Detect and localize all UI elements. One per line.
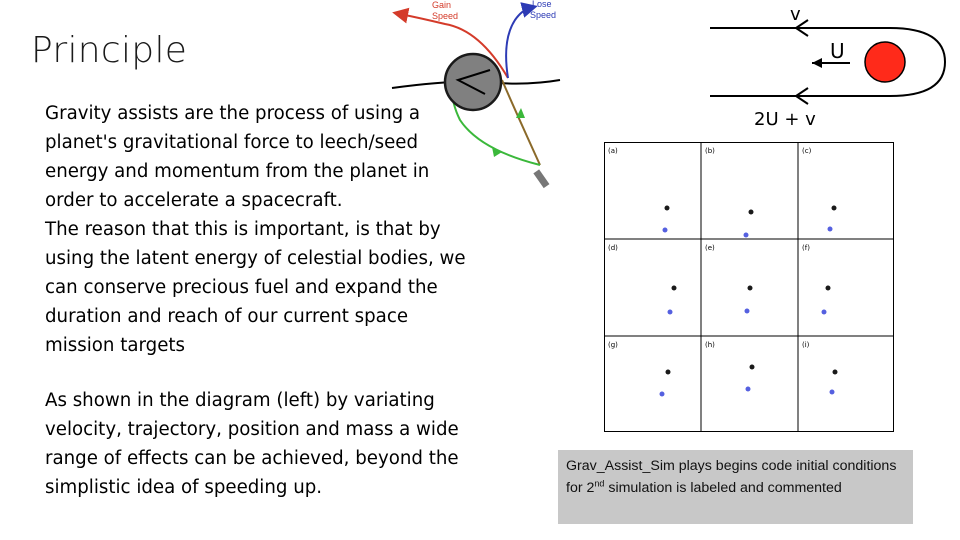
- text-line: energy and momentum from the planet in: [45, 161, 430, 182]
- planet-dot: [665, 206, 670, 211]
- cell-label: (f): [802, 244, 810, 252]
- cell-label: (d): [608, 244, 618, 252]
- planet-circle: [865, 42, 905, 82]
- craft-dot: [828, 227, 833, 232]
- text-line: order to accelerate a spacecraft.: [45, 190, 343, 211]
- spacecraft-icon: [533, 169, 549, 188]
- caption-superscript: nd: [594, 477, 605, 488]
- planet-dot: [748, 286, 753, 291]
- planet-dot: [826, 286, 831, 291]
- paragraph-diagram-description: [45, 386, 510, 502]
- craft-dot: [745, 309, 750, 314]
- exit-velocity-label: 2U + v: [754, 109, 816, 130]
- planet-circle: [445, 54, 501, 110]
- caption-text: Grav_Assist_Sim plays begins code initial conditions for 2: [566, 458, 897, 496]
- lose-label: Lose: [532, 0, 552, 9]
- planet-velocity-label: U: [830, 39, 845, 63]
- craft-dot: [746, 387, 751, 392]
- velocity-label: v: [790, 4, 801, 25]
- text-line: using the latent energy of celestial bodies, we: [45, 248, 466, 269]
- flyby-path: [502, 80, 540, 165]
- craft-dot: [830, 390, 835, 395]
- cell-label: (a): [608, 147, 618, 155]
- craft-dot: [668, 310, 673, 315]
- planet-dot: [666, 370, 671, 375]
- caption-text-end: simulation is labeled and commented: [604, 479, 842, 496]
- cell-label: (c): [802, 147, 812, 155]
- slingshot-orbit-diagram: [700, 0, 960, 135]
- craft-dot: [822, 310, 827, 315]
- text-line: planet's gravitational force to leech/seed: [45, 132, 419, 153]
- text-line: mission targets: [45, 335, 185, 356]
- simulation-caption: [558, 450, 913, 524]
- text-line: can conserve precious fuel and expand the: [45, 277, 438, 298]
- text-line: simplistic idea of speeding up.: [45, 477, 323, 498]
- cell-label: (g): [608, 341, 618, 349]
- simulation-grid: [604, 142, 894, 432]
- text-line: Gravity assists are the process of using a: [45, 103, 421, 124]
- craft-dot: [744, 233, 749, 238]
- craft-dot: [663, 228, 668, 233]
- planet-dot: [832, 206, 837, 211]
- lose-speed-path: [506, 8, 530, 78]
- slide-title: Principle: [31, 30, 188, 71]
- planet-dot: [750, 365, 755, 370]
- cell-label: (h): [705, 341, 715, 349]
- cell-label: (b): [705, 147, 715, 155]
- craft-dot: [660, 392, 665, 397]
- gain-label: Speed: [432, 11, 459, 21]
- text-line: The reason that this is important, is that by: [45, 219, 441, 240]
- planet-dot: [749, 210, 754, 215]
- planet-dot: [833, 370, 838, 375]
- cell-label: (i): [802, 341, 810, 349]
- planet-dot: [672, 286, 677, 291]
- text-line: duration and reach of our current space: [45, 306, 409, 327]
- cell-label: (e): [705, 244, 715, 252]
- text-line: range of effects can be achieved, beyond the: [45, 448, 459, 469]
- lose-label: Speed: [530, 10, 557, 20]
- gain-label: Gain: [432, 0, 452, 10]
- planet-velocity-arrowhead: [812, 58, 822, 68]
- text-line: velocity, trajectory, position and mass a wide: [45, 419, 459, 440]
- text-line: As shown in the diagram (left) by variating: [45, 390, 435, 411]
- approach-path-arrow: [492, 147, 502, 157]
- gravity-assist-diagram: [390, 0, 565, 190]
